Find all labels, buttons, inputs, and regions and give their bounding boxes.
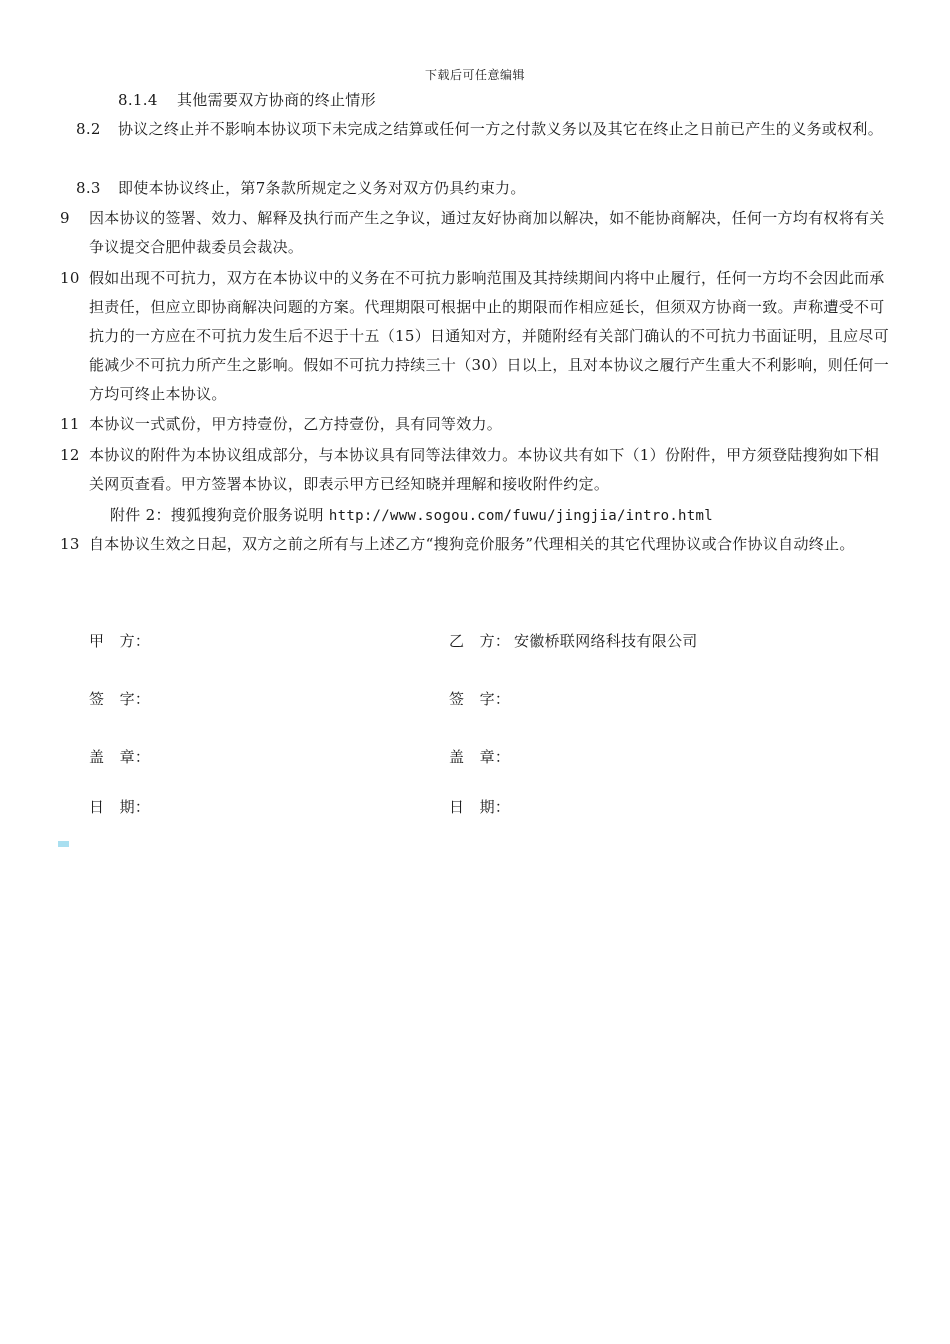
clause-number: 9 <box>60 209 70 227</box>
clause-8-1-4 <box>118 86 888 115</box>
party-b-seal-label: 盖 章： <box>449 748 511 766</box>
clause-number: 8.1.4 <box>118 91 158 109</box>
clause-text: 协议之终止并不影响本协议项下未完成之结算或任何一方之付款义务以及其它在终止之日前已产生的义务或权利。 <box>118 120 884 138</box>
clause-11 <box>60 410 892 439</box>
party-b-label: 乙 方： <box>449 632 511 650</box>
clause-13 <box>60 530 892 559</box>
page-end-marker <box>58 841 69 847</box>
party-b-date-label: 日 期： <box>449 798 511 816</box>
clause-text: 因本协议的签署、效力、解释及执行而产生之争议，通过友好协商加以解决，如不能协商解决，任何一方均有权将有关争议提交合肥仲裁委员会裁决。 <box>89 209 885 256</box>
attachment-line <box>110 501 890 531</box>
clause-number: 8.2 <box>76 120 101 138</box>
clause-9 <box>60 204 892 262</box>
attachment-url[interactable]: http://www.sogou.com/fuwu/jingjia/intro.html <box>328 508 713 524</box>
clause-8-3 <box>76 174 891 203</box>
clause-text: 自本协议生效之日起，双方之前之所有与上述乙方“搜狗竞价服务”代理相关的其它代理协议或合作协议自动终止。 <box>89 535 855 553</box>
party-a-sign-label: 签 字： <box>89 690 151 708</box>
clause-number: 8.3 <box>76 179 101 197</box>
page-header-note: 下载后可任意编辑 <box>424 68 525 82</box>
clause-8-2 <box>76 115 891 144</box>
party-b-sign-label: 签 字： <box>449 690 511 708</box>
party-a-seal-label: 盖 章： <box>89 748 151 766</box>
party-b-value: 安徽桥联网络科技有限公司 <box>514 632 698 650</box>
clause-text: 即使本协议终止，第7条款所规定之义务对双方仍具约束力。 <box>118 179 526 197</box>
clause-text: 其他需要双方协商的终止情形 <box>177 91 376 109</box>
attachment-label: 附件 2：搜狐搜狗竞价服务说明 <box>110 506 324 524</box>
clause-number: 10 <box>60 269 80 287</box>
party-a-label: 甲 方： <box>89 632 151 650</box>
clause-text: 假如出现不可抗力，双方在本协议中的义务在不可抗力影响范围及其持续期间内将中止履行，任何一方均不会因此而承担责任，但应立即协商解决问题的方案。代理期限可根据中止的期限而作相应延长，但须双方协商一致。声称遭受不可抗力的一方应在不可抗力发生后不迟于十五（15）日通知对方，并随附经有关部门确认的不可抗力书面证明，且应尽可能减少不可抗力所产生之影响。假如不可抗力持续三十（30）日以上，且对本协议之履行产生重大不利影响，则任何一方均可终止本协议。 <box>89 269 889 403</box>
clause-number: 11 <box>60 415 80 433</box>
clause-text: 本协议的附件为本协议组成部分，与本协议具有同等法律效力。本协议共有如下（1）份附件，甲方须登陆搜狗如下相关网页查看。甲方签署本协议，即表示甲方已经知晓并理解和接收附件约定。 <box>89 446 880 493</box>
clause-number: 12 <box>60 446 80 464</box>
party-a-date-label: 日 期： <box>89 798 151 816</box>
clause-12 <box>60 441 892 499</box>
clause-text: 本协议一式贰份，甲方持壹份，乙方持壹份，具有同等效力。 <box>89 415 503 433</box>
clause-number: 13 <box>60 535 80 553</box>
clause-10 <box>60 264 892 409</box>
